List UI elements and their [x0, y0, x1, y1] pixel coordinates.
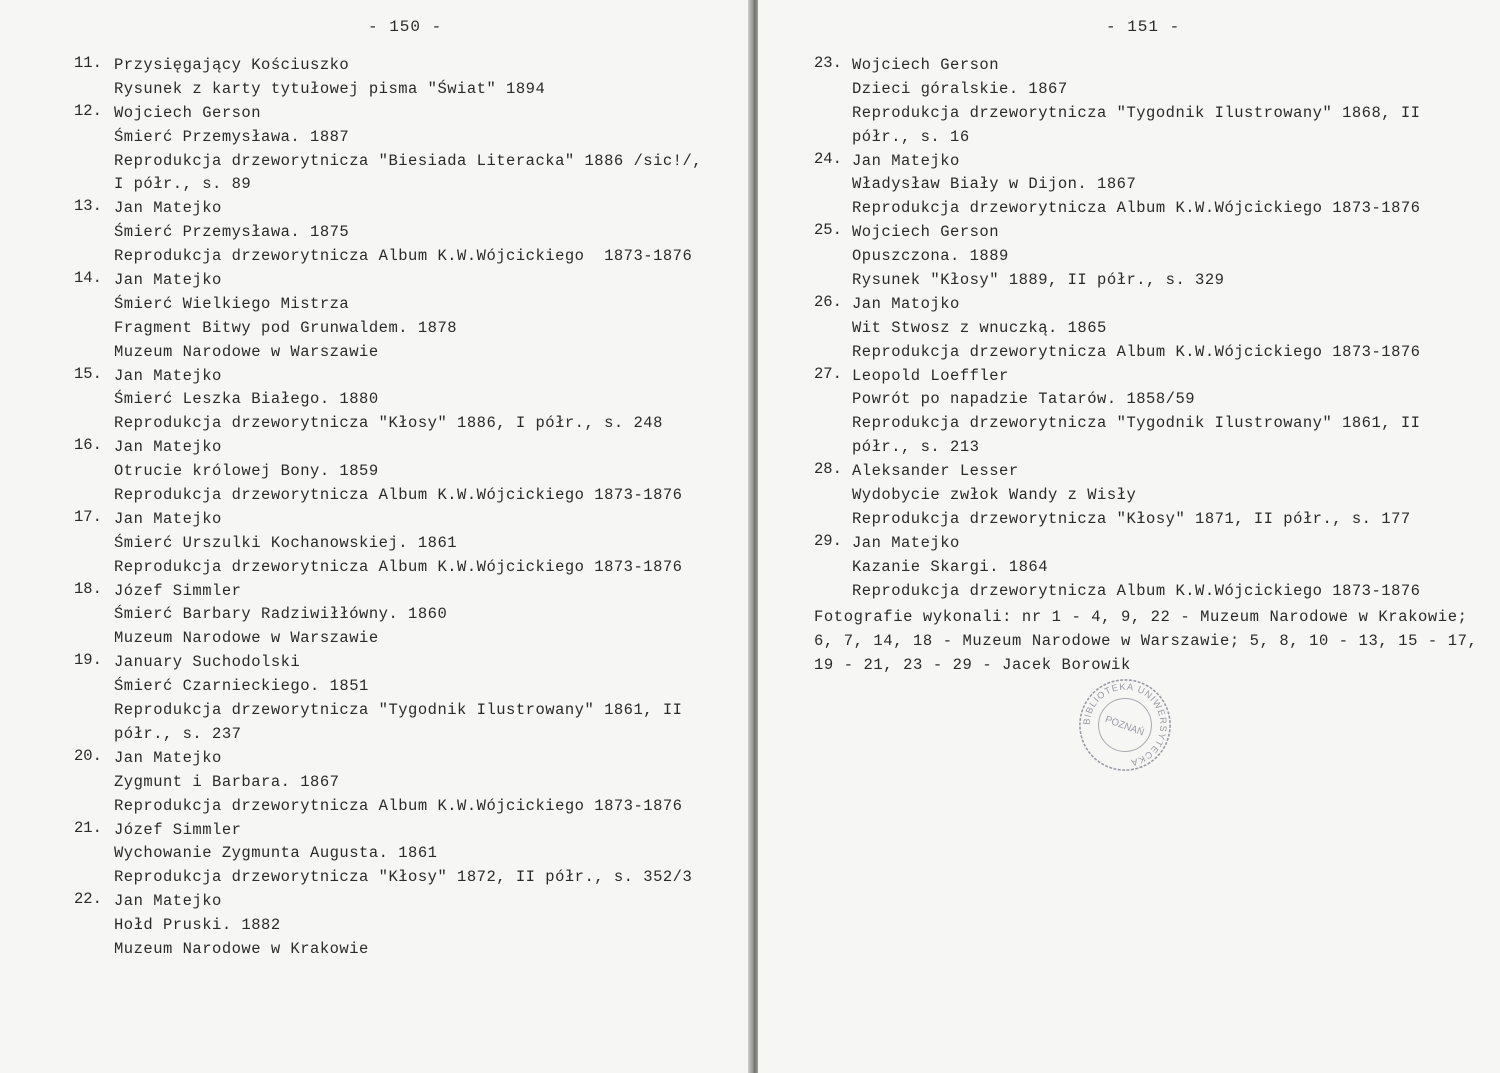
credits-line: Fotografie wykonali: nr 1 - 4, 9, 22 - Muzeum Narodowe w Krakowie; — [814, 608, 1468, 626]
entry-number: 13. — [74, 197, 102, 216]
entry-line: Wydobycie zwłok Wandy z Wisły — [852, 486, 1137, 505]
entry-number: 11. — [74, 54, 102, 72]
entry-line: Reprodukcja drzeworytnicza Album K.W.Wójcickiego 1873-1876 — [852, 199, 1421, 218]
list-item — [814, 221, 1421, 293]
list-item — [74, 747, 702, 819]
list-item — [74, 819, 702, 891]
list-item — [814, 460, 1421, 532]
photo-credits — [814, 606, 1477, 678]
entry-line: Śmierć Urszulki Kochanowskiej. 1861 — [114, 533, 458, 552]
entry-line: półr., s. 213 — [852, 438, 980, 457]
entry-number: 23. — [814, 54, 842, 72]
entry-author: Jan Matejko — [114, 366, 222, 385]
entry-line: Śmierć Przemysława. 1887 — [114, 127, 350, 146]
entry-number: 19. — [74, 651, 102, 670]
entry-line: Reprodukcja drzeworytnicza "Tygodnik Ilustrowany" 1868, II — [852, 103, 1421, 122]
entry-number: 22. — [74, 890, 102, 909]
list-item — [814, 150, 1421, 222]
entry-line: Muzeum Narodowe w Krakowie — [114, 939, 369, 958]
entry-line: Muzeum Narodowe w Warszawie — [114, 629, 379, 648]
page-number: - 151 - — [1106, 18, 1181, 36]
list-item — [814, 365, 1421, 461]
entry-number: 28. — [814, 460, 842, 479]
list-item — [74, 365, 702, 437]
entry-number: 16. — [74, 436, 102, 455]
entry-number: 15. — [74, 364, 102, 383]
entry-number: 29. — [814, 531, 842, 550]
entry-number: 27. — [814, 364, 842, 383]
entry-line: Reprodukcja drzeworytnicza Album K.W.Wójcickiego 1873-1876 — [114, 486, 683, 505]
entry-line: Śmierć Przemysława. 1875 — [114, 223, 350, 242]
entry-line: Reprodukcja drzeworytnicza Album K.W.Wójcickiego 1873-1876 — [852, 581, 1421, 600]
entry-author: Jan Matejko — [114, 892, 222, 911]
entry-line: półr., s. 237 — [114, 724, 242, 743]
entry-number: 20. — [74, 746, 102, 765]
entry-number: 18. — [74, 579, 102, 598]
entry-line: Śmierć Leszka Białego. 1880 — [114, 390, 379, 409]
entry-author: Józef Simmler — [114, 581, 242, 600]
entry-line: Reprodukcja drzeworytnicza Album K.W.Wójcickiego 1873-1876 — [114, 796, 683, 815]
entry-number: 26. — [814, 292, 842, 311]
entry-line: Wychowanie Zygmunta Augusta. 1861 — [114, 844, 438, 863]
entry-line: Wit Stwosz z wnuczką. 1865 — [852, 318, 1107, 337]
list-item — [74, 102, 702, 198]
list-item — [814, 293, 1421, 365]
entry-line: Fragment Bitwy pod Grunwaldem. 1878 — [114, 318, 458, 337]
entry-author: Wojciech Gerson — [114, 103, 262, 122]
entry-line: Reprodukcja drzeworytnicza "Tygodnik Ilustrowany" 1861, II — [852, 414, 1421, 433]
entry-line: Muzeum Narodowe w Warszawie — [114, 342, 379, 361]
entry-line: Rysunek z karty tytułowej pisma "Świat" 1894 — [114, 79, 546, 98]
list-item — [74, 580, 702, 652]
list-item — [814, 54, 1421, 150]
entry-line: Reprodukcja drzeworytnicza "Tygodnik Ilustrowany" 1861, II — [114, 701, 683, 720]
stamp-ring-text: BIBLIOTEKA UNIWERSYTECKA — [1081, 681, 1169, 768]
entry-line: Opuszczona. 1889 — [852, 247, 1009, 266]
entry-number: 24. — [814, 149, 842, 168]
credits-line: 6, 7, 14, 18 - Muzeum Narodowe w Warszawie; 5, 8, 10 - 13, 15 - 17, — [814, 631, 1478, 650]
library-stamp — [1076, 676, 1174, 774]
entry-line: Reprodukcja drzeworytnicza Album K.W.Wójcickiego 1873-1876 — [852, 342, 1421, 361]
entry-line: I półr., s. 89 — [114, 175, 252, 194]
entry-number: 17. — [74, 507, 102, 526]
list-item — [74, 651, 702, 747]
entry-line: Kazanie Skargi. 1864 — [852, 557, 1049, 576]
entry-author: January Suchodolski — [114, 653, 301, 672]
entry-author: Wojciech Gerson — [852, 56, 1000, 74]
entry-author: Przysięgający Kościuszko — [114, 56, 350, 74]
entry-line: Reprodukcja drzeworytnicza Album K.W.Wójcickiego 1873-1876 — [114, 247, 693, 266]
entry-author: Leopold Loeffler — [852, 366, 1009, 385]
entry-list — [74, 54, 702, 962]
entry-line: Rysunek "Kłosy" 1889, II półr., s. 329 — [852, 271, 1225, 290]
right-page — [758, 0, 1500, 1073]
entry-line: Hołd Pruski. 1882 — [114, 916, 281, 935]
stamp-center-text: POZNAŃ — [1103, 714, 1146, 739]
entry-line: Reprodukcja drzeworytnicza "Kłosy" 1871, II półr., s. 177 — [852, 509, 1411, 528]
list-item — [74, 890, 702, 962]
entry-author: Jan Matejko — [114, 271, 222, 290]
list-item — [74, 508, 702, 580]
entry-number: 21. — [74, 818, 102, 837]
credits-line: 19 - 21, 23 - 29 - Jacek Borowik — [814, 655, 1131, 674]
entry-line: półr., s. 16 — [852, 127, 970, 146]
list-item — [74, 54, 702, 102]
entry-line: Śmierć Wielkiego Mistrza — [114, 294, 350, 313]
entry-number: 25. — [814, 221, 842, 240]
entry-number: 14. — [74, 269, 102, 288]
entry-line: Otrucie królowej Bony. 1859 — [114, 462, 379, 481]
entry-author: Aleksander Lesser — [852, 462, 1019, 481]
entry-author: Jan Matejko — [852, 533, 960, 552]
list-item — [74, 436, 702, 508]
entry-number: 12. — [74, 101, 102, 120]
entry-author: Jan Matojko — [852, 294, 960, 313]
entry-author: Jan Matejko — [114, 509, 222, 528]
entry-line: Władysław Biały w Dijon. 1867 — [852, 175, 1137, 194]
entry-line: Zygmunt i Barbara. 1867 — [114, 772, 340, 791]
entry-line: Reprodukcja drzeworytnicza "Kłosy" 1886, I półr., s. 248 — [114, 414, 663, 433]
entry-author: Wojciech Gerson — [852, 223, 1000, 242]
entry-line: Reprodukcja drzeworytnicza "Kłosy" 1872, II półr., s. 352/3 — [114, 868, 693, 887]
entry-line: Śmierć Czarnieckiego. 1851 — [114, 677, 369, 696]
entry-line: Dzieci góralskie. 1867 — [852, 79, 1068, 98]
entry-line: Reprodukcja drzeworytnicza Album K.W.Wójcickiego 1873-1876 — [114, 557, 683, 576]
entry-line: Powrót po napadzie Tatarów. 1858/59 — [852, 390, 1196, 409]
list-item — [814, 532, 1421, 604]
entry-author: Józef Simmler — [114, 820, 242, 839]
list-item — [74, 269, 702, 365]
entry-line: Reprodukcja drzeworytnicza "Biesiada Literacka" 1886 /sic!/, — [114, 151, 703, 170]
entry-line: Śmierć Barbary Radziwiłłówny. 1860 — [114, 605, 448, 624]
entry-author: Jan Matejko — [852, 151, 960, 170]
page-number: - 150 - — [368, 18, 443, 36]
list-item — [74, 197, 702, 269]
entry-list — [814, 54, 1421, 603]
entry-author: Jan Matejko — [114, 748, 222, 767]
entry-author: Jan Matejko — [114, 438, 222, 457]
entry-author: Jan Matejko — [114, 199, 222, 218]
